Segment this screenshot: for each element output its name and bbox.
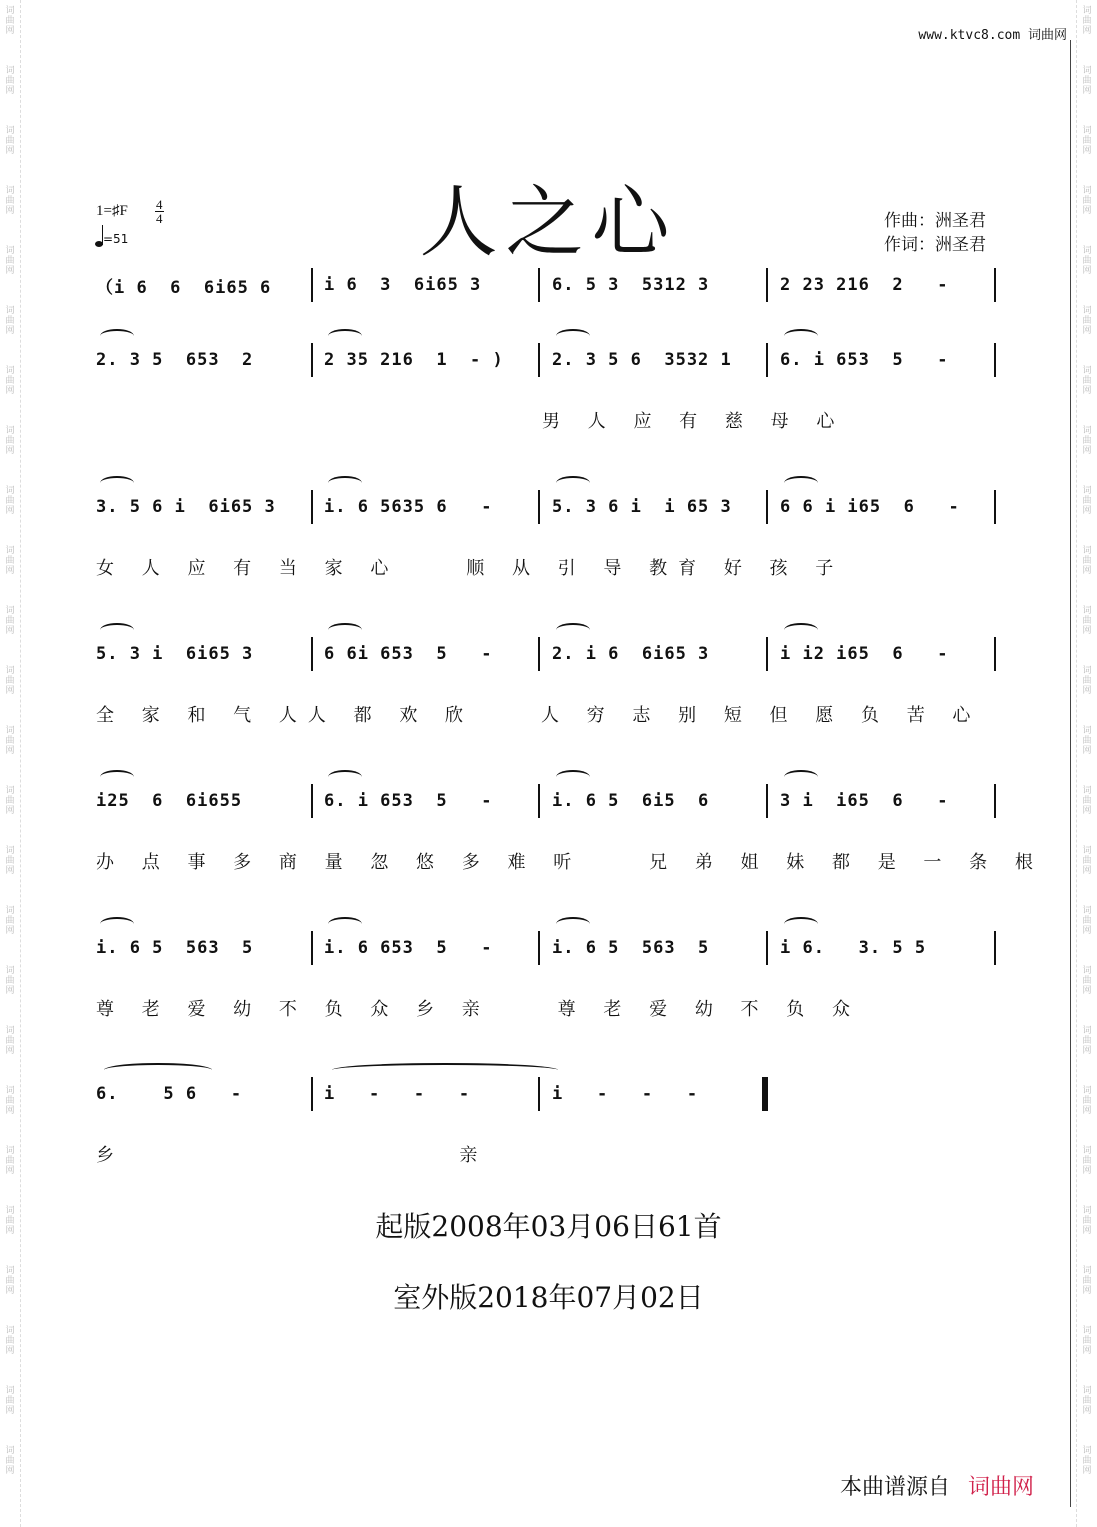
barline	[538, 784, 540, 818]
measure-notes: 5. 3 i 6i65 3	[96, 644, 254, 664]
measure-notes: 6. 5 6 -	[96, 1084, 243, 1104]
barline	[311, 1077, 313, 1111]
side-watermark-text: 词 曲 网	[1082, 6, 1092, 36]
side-watermark-text: 词 曲 网	[1082, 606, 1092, 636]
side-watermark-text: 词 曲 网	[5, 1326, 15, 1356]
score-system	[86, 343, 1002, 453]
measure	[324, 784, 493, 818]
side-watermark-text: 词 曲 网	[1082, 1446, 1092, 1476]
quarter-note-icon	[95, 241, 103, 247]
side-watermark-text: 词 曲 网	[1082, 1026, 1092, 1056]
side-watermark-text: 词 曲 网	[1082, 726, 1092, 756]
final-barline	[762, 1077, 768, 1111]
measure	[552, 268, 709, 302]
measure-notes: 6 6 i i65 6 -	[780, 497, 960, 517]
side-watermark-text: 词 曲 网	[1082, 306, 1092, 336]
measure-notes: 6. 5 3 5312 3	[552, 275, 710, 295]
side-watermark-text: 词 曲 网	[5, 846, 15, 876]
slur-mark	[556, 917, 590, 931]
measure	[324, 490, 493, 524]
lyric-line: 男 人 应 有 慈 母 心	[542, 411, 846, 432]
measure-notes: i. 6 653 5 -	[324, 938, 493, 958]
meter-bottom: 4	[156, 211, 163, 226]
barline	[766, 931, 768, 965]
barline	[311, 931, 313, 965]
measure-notes: 6. i 653 5 -	[324, 791, 493, 811]
barline	[994, 931, 996, 965]
slur-mark	[100, 770, 134, 784]
edition-line-1: 起版2008年03月06日61首	[375, 1210, 722, 1243]
slur-mark	[100, 329, 134, 343]
barline	[994, 637, 996, 671]
slur-mark	[100, 623, 134, 637]
measure	[324, 343, 504, 377]
side-watermark-text: 词 曲 网	[5, 486, 15, 516]
time-signature	[155, 198, 164, 225]
slur-mark	[784, 476, 818, 490]
slur-mark	[556, 770, 590, 784]
slur-mark	[100, 476, 134, 490]
side-watermark-text: 词 曲 网	[1082, 186, 1092, 216]
measure-notes: i. 6 5 563 5	[552, 938, 710, 958]
tempo-marking	[95, 232, 128, 247]
side-watermark-text: 词 曲 网	[1082, 126, 1092, 156]
measure-notes: 6. i 653 5 -	[780, 350, 949, 370]
barline	[766, 343, 768, 377]
key-signature: 1=♯F	[96, 203, 128, 219]
measure	[552, 1077, 698, 1111]
side-watermark-text: 词 曲 网	[5, 606, 15, 636]
side-watermark-text: 词 曲 网	[5, 306, 15, 336]
barline	[994, 490, 996, 524]
side-watermark-text: 词 曲 网	[1082, 1086, 1092, 1116]
side-watermark-text: 词 曲 网	[1082, 1326, 1092, 1356]
slur-mark	[100, 917, 134, 931]
measure	[780, 931, 926, 965]
barline	[766, 637, 768, 671]
side-watermark-text: 词 曲 网	[1082, 1146, 1092, 1176]
site-watermark[interactable]: www.ktvc8.com 词曲网	[918, 28, 1067, 43]
tie-mark	[332, 1063, 558, 1077]
measure-notes: i - - -	[552, 1084, 699, 1104]
measure	[96, 490, 276, 524]
measure	[96, 1077, 242, 1111]
measure-notes: 3 i i65 6 -	[780, 791, 949, 811]
score-system	[86, 784, 1044, 894]
side-watermark-text: 词 曲 网	[5, 786, 15, 816]
score-system	[86, 1077, 1002, 1187]
measure-notes: 6 6i 653 5 -	[324, 644, 493, 664]
slur-mark	[784, 917, 818, 931]
side-watermark-text: 词 曲 网	[1082, 786, 1092, 816]
score-system	[86, 637, 1002, 747]
slur-mark	[556, 329, 590, 343]
measure	[96, 931, 253, 965]
tie-mark	[104, 1063, 212, 1077]
measure	[324, 931, 493, 965]
side-watermark-text: 词 曲 网	[5, 186, 15, 216]
measure-notes: i. 6 5 563 5	[96, 938, 254, 958]
side-watermark-text: 词 曲 网	[5, 246, 15, 276]
side-watermark-text: 词 曲 网	[5, 1026, 15, 1056]
measure	[780, 637, 949, 671]
barline	[538, 1077, 540, 1111]
slur-mark	[784, 623, 818, 637]
side-watermark-text: 词 曲 网	[5, 126, 15, 156]
measure-notes: i25 6 6i655	[96, 791, 243, 811]
lyric-line: 女 人 应 有 当 家 心 顺 从 引 导 教育 好 孩 子	[96, 558, 845, 579]
barline	[766, 268, 768, 302]
measure	[324, 1077, 470, 1111]
side-watermark-text: 词 曲 网	[1082, 1266, 1092, 1296]
measure-notes: 2 23 216 2 -	[780, 275, 949, 295]
barline	[311, 268, 313, 302]
barline	[538, 343, 540, 377]
side-watermark-text: 词 曲 网	[1082, 846, 1092, 876]
measure-notes: i. 6 5 6i5 6	[552, 791, 710, 811]
lyric-line: 尊 老 爱 幼 不 负 众 乡 亲 尊 老 爱 幼 不 负 众	[96, 999, 861, 1020]
side-watermark-text: 词 曲 网	[1082, 66, 1092, 96]
measure-notes: 2. 3 5 653 2	[96, 350, 254, 370]
barline	[311, 343, 313, 377]
measure-notes: 2. i 6 6i65 3	[552, 644, 710, 664]
slur-mark	[328, 329, 362, 343]
barline	[994, 343, 996, 377]
measure	[96, 784, 242, 818]
edition-line-2: 室外版2018年07月02日	[393, 1281, 704, 1314]
measure	[780, 490, 960, 524]
side-watermark-text: 词 曲 网	[1082, 486, 1092, 516]
side-watermark-text: 词 曲 网	[5, 1266, 15, 1296]
meter-top: 4	[156, 197, 163, 212]
slur-mark	[328, 917, 362, 931]
measure	[96, 343, 253, 377]
side-watermark-text: 词 曲 网	[1082, 966, 1092, 996]
side-watermark-text: 词 曲 网	[5, 66, 15, 96]
side-watermark-text: 词 曲 网	[5, 426, 15, 456]
side-watermark-text: 词 曲 网	[1082, 246, 1092, 276]
source-footer	[840, 1470, 1034, 1501]
source-brand-link[interactable]: 词曲网	[968, 1475, 1035, 1500]
barline	[538, 931, 540, 965]
slur-mark	[556, 476, 590, 490]
side-watermark-text: 词 曲 网	[5, 966, 15, 996]
side-watermark-text: 词 曲 网	[5, 366, 15, 396]
measure-notes: 2 35 216 1 - )	[324, 350, 504, 370]
lyricist-credit: 作词：洲圣君	[884, 235, 986, 255]
measure	[324, 268, 481, 302]
barline	[766, 490, 768, 524]
barline	[311, 637, 313, 671]
lyric-line: 全 家 和 气 人人 都 欢 欣 人 穷 志 别 短 但 愿 负 苦 心	[96, 705, 982, 726]
measure	[552, 784, 709, 818]
barline	[311, 784, 313, 818]
measure	[552, 931, 709, 965]
measure	[96, 637, 253, 671]
measure	[780, 784, 949, 818]
measure-notes: i i2 i65 6 -	[780, 644, 949, 664]
measure	[780, 268, 949, 302]
barline	[994, 784, 996, 818]
slur-mark	[328, 623, 362, 637]
tempo-value: =51	[103, 232, 129, 246]
slur-mark	[784, 770, 818, 784]
measure	[552, 490, 732, 524]
barline	[538, 268, 540, 302]
side-watermark-text: 词 曲 网	[1082, 906, 1092, 936]
side-watermark-text: 词 曲 网	[5, 1206, 15, 1236]
lyric-line: 乡 亲	[96, 1145, 489, 1166]
measure-notes: 3. 5 6 i 6i65 3	[96, 497, 276, 517]
side-watermark-text: 词 曲 网	[5, 1146, 15, 1176]
side-watermark-text: 词 曲 网	[5, 666, 15, 696]
composer-credit: 作曲：洲圣君	[884, 211, 986, 231]
side-watermark-text: 词 曲 网	[5, 1446, 15, 1476]
source-label: 本曲谱源自	[840, 1475, 951, 1500]
side-watermark-text: 词 曲 网	[5, 726, 15, 756]
side-watermark-text: 词 曲 网	[5, 6, 15, 36]
score-system	[86, 931, 1002, 1041]
side-watermark-text: 词 曲 网	[5, 546, 15, 576]
measure-notes: （i 6 6 6i65 6	[96, 277, 272, 298]
side-watermark-text: 词 曲 网	[1082, 666, 1092, 696]
measure-notes: 2. 3 5 6 3532 1	[552, 350, 732, 370]
side-watermark-text: 词 曲 网	[1082, 366, 1092, 396]
measure	[780, 343, 949, 377]
side-watermark-text: 词 曲 网	[5, 1386, 15, 1416]
measure	[96, 268, 271, 302]
slur-mark	[328, 476, 362, 490]
side-watermark-text: 词 曲 网	[1082, 1206, 1092, 1236]
measure-notes: i 6. 3. 5 5	[780, 938, 927, 958]
score-system	[86, 490, 1002, 600]
song-title: 人之心	[419, 178, 678, 268]
measure	[324, 637, 493, 671]
measure-notes: 5. 3 6 i i 65 3	[552, 497, 732, 517]
barline	[538, 637, 540, 671]
slur-mark	[328, 770, 362, 784]
side-watermark-text: 词 曲 网	[1082, 1386, 1092, 1416]
slur-mark	[556, 623, 590, 637]
measure-notes: i 6 3 6i65 3	[324, 275, 482, 295]
measure	[552, 637, 709, 671]
side-watermark-text: 词 曲 网	[5, 906, 15, 936]
side-watermark-text: 词 曲 网	[1082, 546, 1092, 576]
measure	[552, 343, 732, 377]
barline	[994, 268, 996, 302]
side-watermark-text: 词 曲 网	[1082, 426, 1092, 456]
side-watermark-text: 词 曲 网	[5, 1086, 15, 1116]
lyric-line: 办 点 事 多 商 量 忽 悠 多 难 听 兄 弟 姐 妹 都 是 一 条 根	[96, 852, 1044, 873]
measure-notes: i. 6 5635 6 -	[324, 497, 493, 517]
measure-notes: i - - -	[324, 1084, 471, 1104]
barline	[538, 490, 540, 524]
barline	[766, 784, 768, 818]
slur-mark	[784, 329, 818, 343]
barline	[311, 490, 313, 524]
